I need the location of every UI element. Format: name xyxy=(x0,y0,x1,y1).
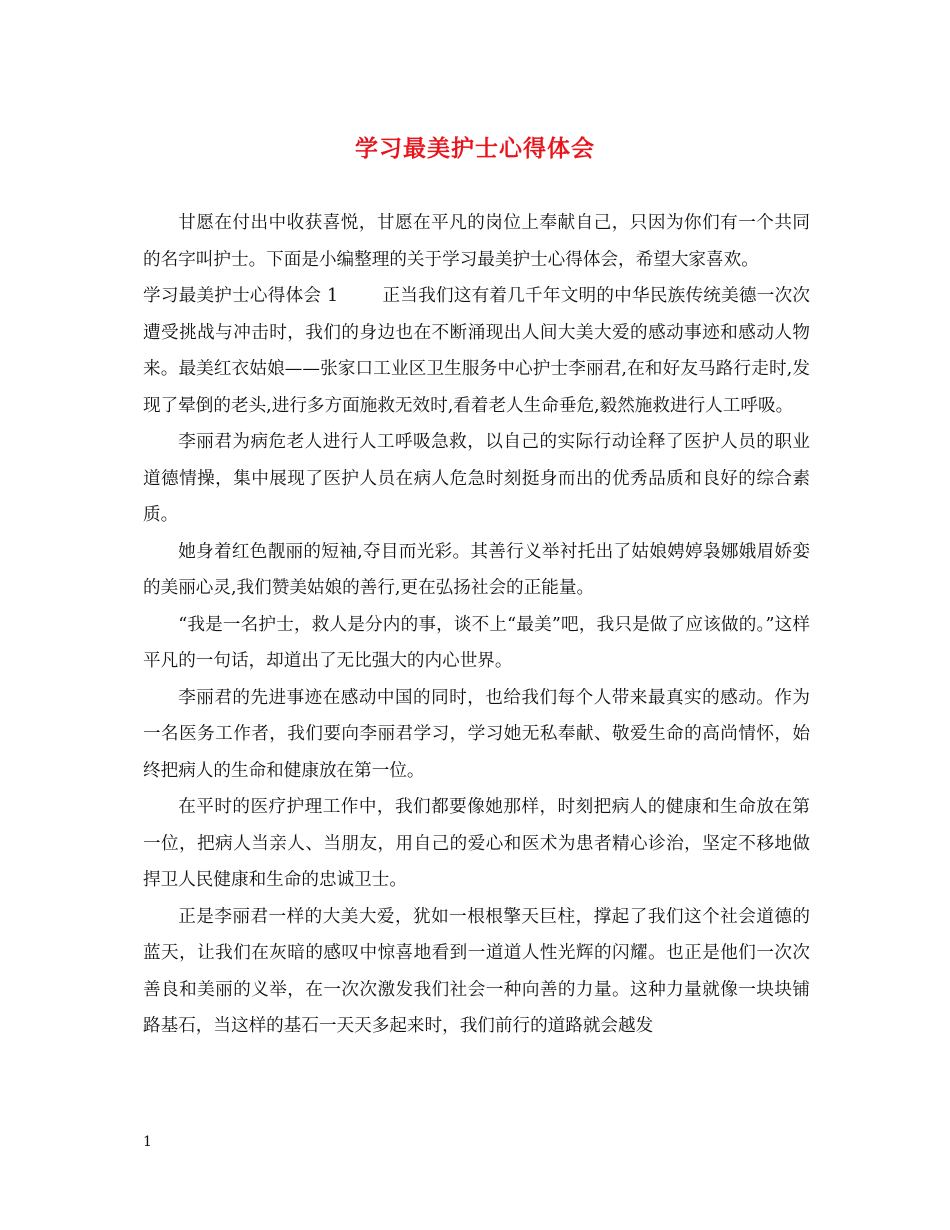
body-paragraph-6: 正是李丽君一样的大美大爱，犹如一根根擎天巨柱，撑起了我们这个社会道德的蓝天，让我们在灰暗的感叹中惊喜地看到一道道人性光辉的闪耀。也正是他们一次次善良和美丽的义举，在一次次激发我们社会一种向善的力量。这种力量就像一块块铺路基石，当这样的基石一天天多起来时，我们前行的道路就会越发 xyxy=(143,906,810,1036)
body-paragraph-5: 在平时的医疗护理工作中，我们都要像她那样，时刻把病人的健康和生命放在第一位，把病人当亲人、当朋友，用自己的爱心和医术为患者精心诊治，坚定不移地做捍卫人民健康和生命的忠诚卫士。 xyxy=(143,797,810,890)
page-number: 1 xyxy=(143,1134,152,1150)
section-1-lead-text: 正当我们这有着几千年文明的中华民族传统美德一次次遭受挑战与冲击时，我们的身边也在不断涌现出人间大美大爱的感动事迹和感动人物来。最美红衣姑娘——张家口工业区卫生服务中心护士李丽君,在和好友马路行走时,发现了晕倒的老头,进行多方面施救无效时,看着老人生命垂危,毅然施救进行人工呼吸。 xyxy=(143,286,810,416)
document-title: 学习最美护士心得体会 xyxy=(355,135,595,162)
section-1-paragraph xyxy=(143,278,810,424)
body-paragraph-3: “我是一名护士，救人是分内的事，谈不上“最美”吧，我只是做了应该做的。”这样平凡的一句话，却道出了无比强大的内心世界。 xyxy=(143,614,810,671)
body-paragraph-2: 她身着红色靓丽的短袖,夺目而光彩。其善行义举衬托出了姑娘娉婷袅娜娥眉娇娈的美丽心灵,我们赞美姑娘的善行,更在弘扬社会的正能量。 xyxy=(143,541,810,598)
section-1-heading: 学习最美护士心得体会 1 xyxy=(143,286,339,306)
document-body xyxy=(143,205,810,1045)
intro-paragraph: 甘愿在付出中收获喜悦，甘愿在平凡的岗位上奉献自己，只因为你们有一个共同的名字叫护士。下面是小编整理的关于学习最美护士心得体会，希望大家喜欢。 xyxy=(143,213,810,270)
body-paragraph-4: 李丽君的先进事迹在感动中国的同时，也给我们每个人带来最真实的感动。作为一名医务工作者，我们要向李丽君学习，学习她无私奉献、敬爱生命的高尚情怀，始终把病人的生命和健康放在第一位。 xyxy=(143,687,810,781)
body-paragraph-1: 李丽君为病危老人进行人工呼吸急救，以自己的实际行动诠释了医护人员的职业道德情操，集中展现了医护人员在病人危急时刻挺身而出的优秀品质和良好的综合素质。 xyxy=(143,432,810,525)
